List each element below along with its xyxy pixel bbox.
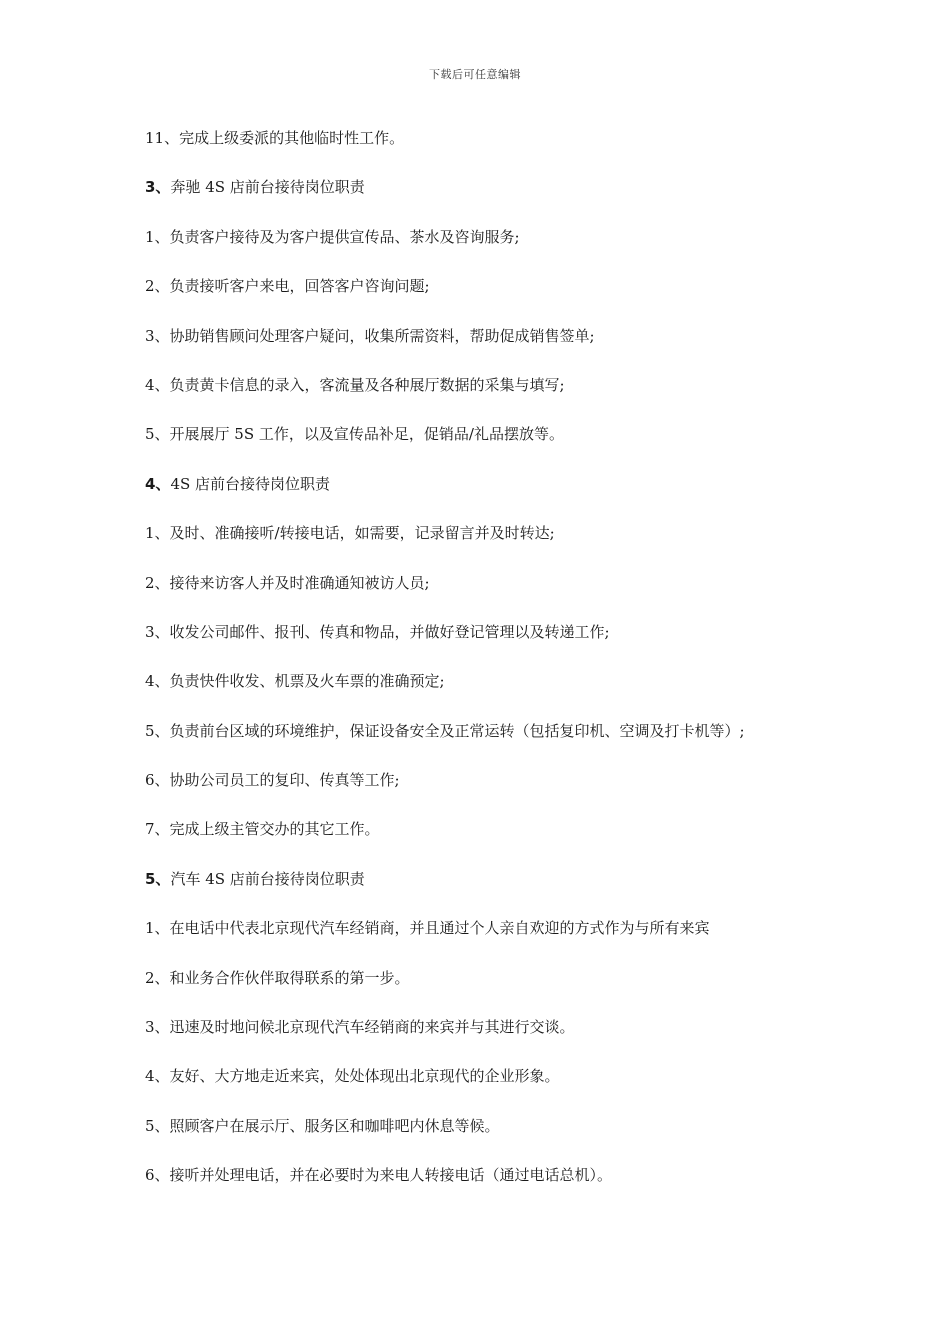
list-item: 11、完成上级委派的其他临时性工作。 [145, 129, 405, 147]
document-body [145, 126, 810, 1213]
list-item: 5、开展展厅 5S 工作，以及宣传品补足，促销品/礼品摆放等。 [145, 425, 564, 444]
section-title-text: 汽车 4S 店前台接待岗位职责 [170, 869, 365, 888]
section-number: 5、 [145, 869, 171, 888]
section-title [145, 472, 810, 496]
list-item: 2、负责接听客户来电，回答客户咨询问题; [145, 277, 430, 296]
list-item: 2、和业务合作伙伴取得联系的第一步。 [145, 968, 410, 987]
list-item: 5、负责前台区域的环境维护，保证设备安全及正常运转（包括复印机、空调及打卡机等）; [145, 721, 745, 740]
page-header: 下载后可任意编辑 [429, 68, 521, 81]
section-title-text: 4S 店前台接待岗位职责 [170, 474, 331, 493]
list-item: 7、完成上级主管交办的其它工作。 [145, 820, 380, 839]
list-item: 5、照顾客户在展示厅、服务区和咖啡吧内休息等候。 [145, 1116, 500, 1135]
section-number: 3、 [145, 178, 171, 197]
section-title-text: 奔驰 4S 店前台接待岗位职责 [170, 178, 365, 197]
list-item: 4、负责快件收发、机票及火车票的准确预定; [145, 672, 445, 691]
section-title [145, 175, 810, 199]
list-item: 6、协助公司员工的复印、传真等工作; [145, 771, 400, 790]
list-item: 1、在电话中代表北京现代汽车经销商，并且通过个人亲自欢迎的方式作为与所有来宾 [145, 919, 710, 938]
section-title [145, 867, 810, 891]
list-item: 3、迅速及时地问候北京现代汽车经销商的来宾并与其进行交谈。 [145, 1018, 575, 1037]
list-item: 4、负责黄卡信息的录入，客流量及各种展厅数据的采集与填写; [145, 375, 565, 394]
list-item: 6、接听并处理电话，并在必要时为来电人转接电话（通过电话总机）。 [145, 1166, 613, 1185]
list-item: 3、收发公司邮件、报刊、传真和物品，并做好登记管理以及转递工作; [145, 622, 610, 641]
list-item: 1、及时、准确接听/转接电话，如需要，记录留言并及时转达; [145, 524, 555, 543]
list-item: 2、接待来访客人并及时准确通知被访人员; [145, 573, 430, 592]
list-item: 3、协助销售顾问处理客户疑问，收集所需资料，帮助促成销售签单; [145, 326, 595, 345]
list-item: 1、负责客户接待及为客户提供宣传品、茶水及咨询服务; [145, 227, 520, 246]
section-number: 4、 [145, 474, 171, 493]
list-item: 4、友好、大方地走近来宾，处处体现出北京现代的企业形象。 [145, 1067, 560, 1086]
